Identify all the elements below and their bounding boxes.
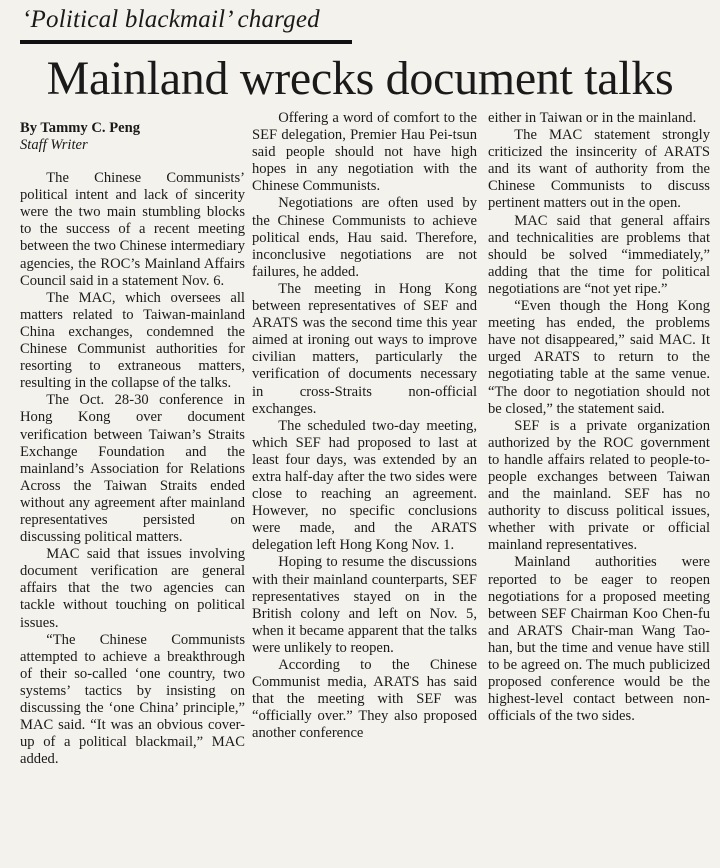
paragraph: The scheduled two-day meeting, which SEF had proposed to last at least four days, was extended by an extra half-day after the two sides were close to reaching an agreement. However, no specific conclusions were made, and the ARATS delegation left Hong Kong Nov. 1.: [252, 417, 477, 554]
paragraph: The MAC, which oversees all matters related to Taiwan-mainland China exchanges, condemned the Chinese Communist authorities for resorting to extraneous matters, resulting in the collapse of the talks.: [20, 289, 245, 392]
paragraph: The Oct. 28-30 conference in Hong Kong over document verification between Taiwan’s Straits Exchange Foundation and the mainland’s Association for Relations Across the Taiwan Straits ended without any agreement after mainland representatives persisted on discussing political matters.: [20, 392, 245, 546]
byline: By Tammy C. Peng: [20, 120, 141, 136]
paragraph: According to the Chinese Communist media, ARATS has said that the meeting with SEF was “officially over.” They also proposed another conference: [252, 657, 477, 742]
paragraph: “The Chinese Communists attempted to achieve a breakthrough of their so-called ‘one country, two systems’ tactics by insisting on discussing the ‘one China’ principle,” MAC said. “It was an obvious cover-up of a political blackmail,” MAC added.: [20, 631, 245, 768]
paragraph: MAC said that general affairs and technicalities are problems that should be solved “immediately,” adding that the time for political negotiations are “not yet ripe.”: [488, 212, 710, 297]
paragraph: Negotiations are often used by the Chinese Communists to achieve political ends, Hau said. Therefore, inconclusive negotiations are not failures, he added.: [252, 195, 477, 280]
column-2: [252, 110, 477, 742]
paragraph: Mainland authorities were reported to be eager to reopen negotiations for a proposed meeting between SEF Chairman Koo Chen-fu and ARATS Chair-man Wang Tao-han, but the time and venue have still to be agreed on. The much publicized proposed conference would be the highest-level contact between non-officials of the two sides.: [488, 554, 710, 725]
paragraph: MAC said that issues involving document verification are general affairs that the two agencies can tackle without touching on political issues.: [20, 546, 245, 631]
paragraph: Hoping to resume the discussions with their mainland counterparts, SEF representatives stayed on in the British colony and left on Nov. 5, when it became apparent that the talks were unlikely to reopen.: [252, 554, 477, 656]
kicker-rule: [20, 40, 352, 44]
paragraph: “Even though the Hong Kong meeting has ended, the problems have not disappeared,” said MAC. It urged ARATS to return to the negotiating table at the same venue. “The door to negotiation should not be closed,” the statement said.: [488, 298, 710, 417]
paragraph: The Chinese Communists’ political intent and lack of sincerity were the two main stumbling blocks to the success of a recent meeting between the two Chinese intermediary agencies, the ROC’s Mainland Affairs Council said in a statement Nov. 6.: [20, 170, 245, 289]
paragraph-continued: either in Taiwan or in the mainland.: [488, 110, 697, 126]
paragraph: SEF is a private organization authorized by the ROC government to handle affairs related to people-to-people exchanges between Taiwan and the mainland. SEF has no authority to discuss political issues, whether with private or official mainland representatives.: [488, 417, 710, 554]
paragraph: Offering a word of comfort to the SEF delegation, Premier Hau Pei-tsun said people should not have high hopes in any negotiation with the Chinese Communists.: [252, 110, 477, 195]
column-3: [488, 110, 710, 725]
kicker: ‘Political blackmail’ charged: [22, 6, 320, 33]
column-1: [20, 120, 245, 768]
paragraph: The MAC statement strongly criticized the insincerity of ARATS and its want of authority from the Chinese Communists to discuss pertinent matters out in the open.: [488, 127, 710, 212]
headline: Mainland wrecks document talks: [46, 52, 674, 105]
paragraph: The meeting in Hong Kong between representatives of SEF and ARATS was the second time this year aimed at ironing out ways to improve civilian matters, particularly the verification of documents necessary in cross-Straits non-official exchanges.: [252, 280, 477, 417]
byline-role: Staff Writer: [20, 137, 88, 153]
